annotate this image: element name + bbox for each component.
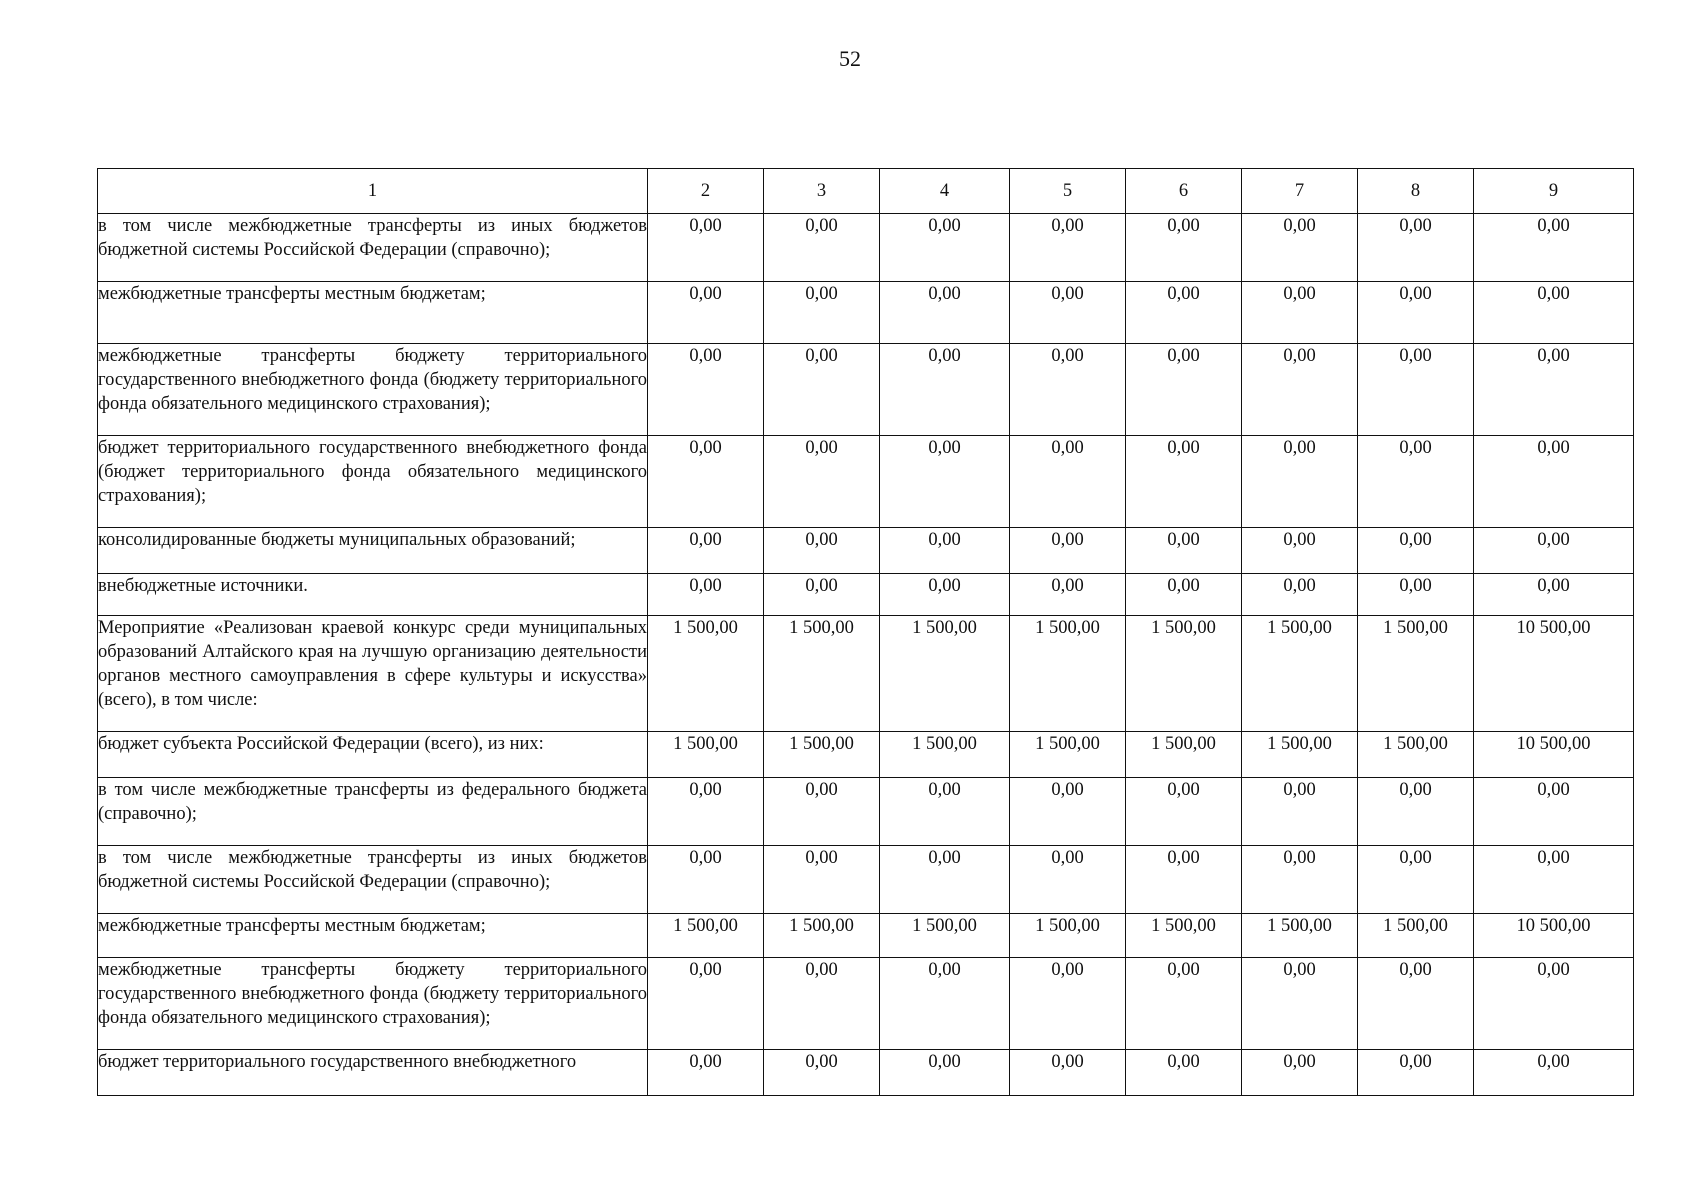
value-cell: 0,00 xyxy=(648,528,764,574)
table-row xyxy=(98,574,1634,616)
value-cell: 0,00 xyxy=(1242,574,1358,616)
value-cell: 0,00 xyxy=(1242,528,1358,574)
value-cell: 1 500,00 xyxy=(1010,732,1126,778)
value-cell: 0,00 xyxy=(648,958,764,1050)
value-cell: 0,00 xyxy=(1242,846,1358,914)
value-cell: 0,00 xyxy=(648,436,764,528)
value-cell: 0,00 xyxy=(1010,528,1126,574)
row-label: бюджет территориального государственного внебюджетного xyxy=(98,1050,648,1096)
column-header: 6 xyxy=(1126,169,1242,214)
value-cell: 0,00 xyxy=(1126,214,1242,282)
value-cell: 0,00 xyxy=(880,282,1010,344)
value-cell: 0,00 xyxy=(1474,846,1634,914)
header-row xyxy=(98,169,1634,214)
value-cell: 0,00 xyxy=(1126,778,1242,846)
value-cell: 1 500,00 xyxy=(648,616,764,732)
value-cell: 0,00 xyxy=(1358,958,1474,1050)
value-cell: 10 500,00 xyxy=(1474,914,1634,958)
table-row xyxy=(98,732,1634,778)
column-header: 2 xyxy=(648,169,764,214)
column-header: 8 xyxy=(1358,169,1474,214)
row-label: консолидированные бюджеты муниципальных образований; xyxy=(98,528,648,574)
row-label: в том числе межбюджетные трансферты из иных бюджетов бюджетной системы Российской Федерации (справочно); xyxy=(98,214,648,282)
value-cell: 0,00 xyxy=(1242,958,1358,1050)
value-cell: 0,00 xyxy=(1474,214,1634,282)
value-cell: 0,00 xyxy=(648,344,764,436)
value-cell: 1 500,00 xyxy=(1010,914,1126,958)
value-cell: 0,00 xyxy=(1010,344,1126,436)
row-label: межбюджетные трансферты местным бюджетам; xyxy=(98,914,648,958)
value-cell: 0,00 xyxy=(1358,436,1474,528)
value-cell: 0,00 xyxy=(880,528,1010,574)
value-cell: 0,00 xyxy=(1474,778,1634,846)
table-row xyxy=(98,1050,1634,1096)
table-row xyxy=(98,214,1634,282)
value-cell: 0,00 xyxy=(1474,528,1634,574)
row-label: межбюджетные трансферты местным бюджетам; xyxy=(98,282,648,344)
column-header: 1 xyxy=(98,169,648,214)
value-cell: 0,00 xyxy=(1358,528,1474,574)
value-cell: 10 500,00 xyxy=(1474,732,1634,778)
value-cell: 0,00 xyxy=(1358,846,1474,914)
value-cell: 1 500,00 xyxy=(1242,914,1358,958)
value-cell: 1 500,00 xyxy=(1242,732,1358,778)
table-row xyxy=(98,914,1634,958)
table-row xyxy=(98,282,1634,344)
value-cell: 0,00 xyxy=(1242,436,1358,528)
value-cell: 0,00 xyxy=(880,778,1010,846)
value-cell: 1 500,00 xyxy=(1242,616,1358,732)
value-cell: 0,00 xyxy=(764,282,880,344)
row-label: межбюджетные трансферты бюджету территориального государственного внебюджетного фонда (бюджету территориального фонда обязательного медицинского страхования); xyxy=(98,958,648,1050)
value-cell: 1 500,00 xyxy=(764,616,880,732)
table-row xyxy=(98,846,1634,914)
value-cell: 10 500,00 xyxy=(1474,616,1634,732)
value-cell: 1 500,00 xyxy=(880,732,1010,778)
value-cell: 0,00 xyxy=(1358,778,1474,846)
table-row xyxy=(98,958,1634,1050)
table-row xyxy=(98,778,1634,846)
value-cell: 1 500,00 xyxy=(648,732,764,778)
value-cell: 0,00 xyxy=(1358,344,1474,436)
row-label: в том числе межбюджетные трансферты из федерального бюджета (справочно); xyxy=(98,778,648,846)
value-cell: 1 500,00 xyxy=(880,616,1010,732)
value-cell: 0,00 xyxy=(1010,778,1126,846)
value-cell: 0,00 xyxy=(1474,958,1634,1050)
value-cell: 0,00 xyxy=(1126,528,1242,574)
value-cell: 0,00 xyxy=(1358,214,1474,282)
value-cell: 0,00 xyxy=(648,846,764,914)
value-cell: 1 500,00 xyxy=(880,914,1010,958)
value-cell: 0,00 xyxy=(764,1050,880,1096)
value-cell: 0,00 xyxy=(1358,282,1474,344)
value-cell: 0,00 xyxy=(1126,436,1242,528)
value-cell: 0,00 xyxy=(1474,282,1634,344)
value-cell: 0,00 xyxy=(764,436,880,528)
value-cell: 1 500,00 xyxy=(1126,616,1242,732)
value-cell: 0,00 xyxy=(1010,282,1126,344)
row-label: бюджет субъекта Российской Федерации (всего), из них: xyxy=(98,732,648,778)
column-header: 4 xyxy=(880,169,1010,214)
value-cell: 0,00 xyxy=(1474,1050,1634,1096)
row-label: Мероприятие «Реализован краевой конкурс среди муниципальных образований Алтайского края на лучшую организацию деятельности органов местного самоуправления в сфере культуры и искусства» (всего), в том числе: xyxy=(98,616,648,732)
value-cell: 0,00 xyxy=(764,574,880,616)
value-cell: 0,00 xyxy=(1242,1050,1358,1096)
value-cell: 0,00 xyxy=(1010,436,1126,528)
value-cell: 0,00 xyxy=(880,344,1010,436)
value-cell: 0,00 xyxy=(764,214,880,282)
table-row xyxy=(98,616,1634,732)
budget-table xyxy=(97,168,1634,1096)
value-cell: 0,00 xyxy=(1474,436,1634,528)
value-cell: 0,00 xyxy=(648,1050,764,1096)
value-cell: 0,00 xyxy=(764,846,880,914)
value-cell: 1 500,00 xyxy=(764,732,880,778)
row-label: бюджет территориального государственного внебюджетного фонда (бюджет территориального фонда обязательного медицинского страхования); xyxy=(98,436,648,528)
table-row xyxy=(98,528,1634,574)
value-cell: 1 500,00 xyxy=(1010,616,1126,732)
value-cell: 0,00 xyxy=(1474,574,1634,616)
column-header: 9 xyxy=(1474,169,1634,214)
column-header: 5 xyxy=(1010,169,1126,214)
value-cell: 0,00 xyxy=(1358,574,1474,616)
value-cell: 0,00 xyxy=(764,778,880,846)
value-cell: 0,00 xyxy=(880,846,1010,914)
value-cell: 0,00 xyxy=(1126,1050,1242,1096)
value-cell: 0,00 xyxy=(1010,958,1126,1050)
row-label: внебюджетные источники. xyxy=(98,574,648,616)
value-cell: 0,00 xyxy=(880,436,1010,528)
value-cell: 0,00 xyxy=(648,214,764,282)
value-cell: 1 500,00 xyxy=(1358,732,1474,778)
value-cell: 0,00 xyxy=(1126,344,1242,436)
value-cell: 1 500,00 xyxy=(1358,616,1474,732)
value-cell: 0,00 xyxy=(1010,1050,1126,1096)
column-header: 7 xyxy=(1242,169,1358,214)
value-cell: 0,00 xyxy=(648,282,764,344)
value-cell: 0,00 xyxy=(1010,214,1126,282)
table-header xyxy=(98,169,1634,214)
table-body xyxy=(98,214,1634,1096)
page-number: 52 xyxy=(839,46,861,71)
table-row xyxy=(98,436,1634,528)
value-cell: 0,00 xyxy=(764,528,880,574)
value-cell: 0,00 xyxy=(880,214,1010,282)
value-cell: 0,00 xyxy=(1242,282,1358,344)
value-cell: 0,00 xyxy=(1242,344,1358,436)
value-cell: 0,00 xyxy=(1474,344,1634,436)
value-cell: 0,00 xyxy=(1010,846,1126,914)
table-row xyxy=(98,344,1634,436)
value-cell: 0,00 xyxy=(648,574,764,616)
value-cell: 0,00 xyxy=(1242,778,1358,846)
value-cell: 0,00 xyxy=(648,778,764,846)
value-cell: 0,00 xyxy=(1010,574,1126,616)
value-cell: 0,00 xyxy=(1126,958,1242,1050)
value-cell: 0,00 xyxy=(880,574,1010,616)
value-cell: 0,00 xyxy=(1242,214,1358,282)
value-cell: 0,00 xyxy=(1126,846,1242,914)
value-cell: 0,00 xyxy=(1126,282,1242,344)
value-cell: 1 500,00 xyxy=(1358,914,1474,958)
column-header: 3 xyxy=(764,169,880,214)
value-cell: 1 500,00 xyxy=(1126,732,1242,778)
value-cell: 1 500,00 xyxy=(648,914,764,958)
value-cell: 1 500,00 xyxy=(764,914,880,958)
value-cell: 0,00 xyxy=(764,958,880,1050)
value-cell: 0,00 xyxy=(764,344,880,436)
value-cell: 0,00 xyxy=(1126,574,1242,616)
row-label: межбюджетные трансферты бюджету территориального государственного внебюджетного фонда (бюджету территориального фонда обязательного медицинского страхования); xyxy=(98,344,648,436)
value-cell: 0,00 xyxy=(880,1050,1010,1096)
row-label: в том числе межбюджетные трансферты из иных бюджетов бюджетной системы Российской Федерации (справочно); xyxy=(98,846,648,914)
value-cell: 0,00 xyxy=(880,958,1010,1050)
value-cell: 1 500,00 xyxy=(1126,914,1242,958)
value-cell: 0,00 xyxy=(1358,1050,1474,1096)
